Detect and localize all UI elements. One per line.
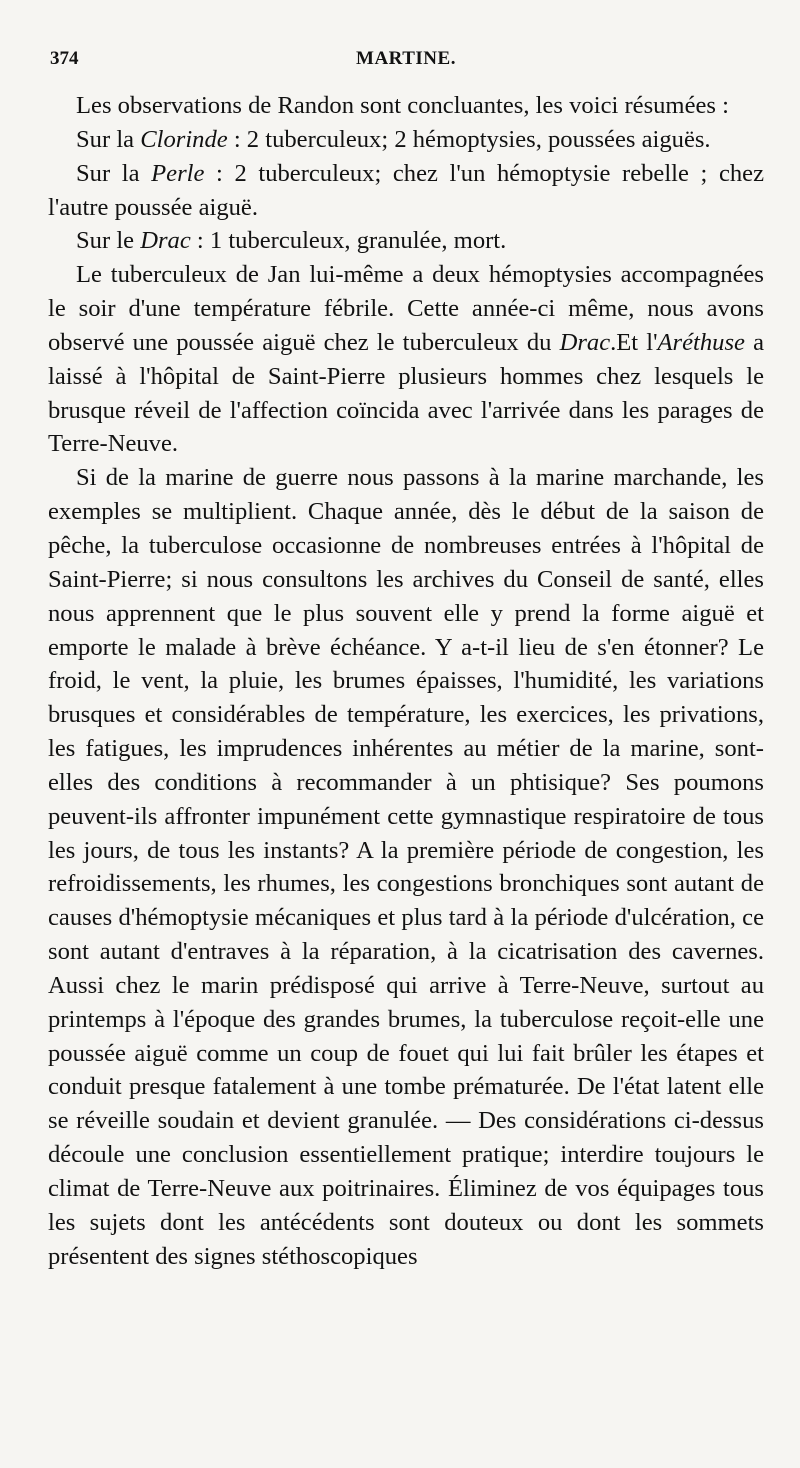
- italic-text-run: Perle: [151, 159, 205, 187]
- page-number: 374: [50, 48, 79, 69]
- text-run: Sur la: [76, 125, 141, 153]
- paragraph: [48, 123, 764, 157]
- body-text: [48, 89, 764, 1274]
- italic-text-run: Clorinde: [140, 125, 228, 153]
- paragraph: [48, 89, 764, 123]
- text-run: a laissé à l'hôpital de Saint-Pierre plusieurs hommes chez lesquels le brusque réveil de l'affection coïncida avec l'arrivée dans les parages de Terre-Neuve.: [48, 328, 764, 458]
- text-run: : 2 tuberculeux; chez l'un hémoptysie rebelle ; chez l'autre poussée aiguë.: [48, 159, 765, 221]
- text-run: Les observations de Randon sont concluantes, les voici résumées :: [76, 92, 729, 119]
- text-run: Sur la: [76, 159, 152, 187]
- italic-text-run: Aréthuse: [657, 328, 745, 356]
- running-title: MARTINE.: [356, 48, 456, 69]
- text-run: : 2 tuberculeux; 2 hémoptysies, poussées aiguës.: [227, 125, 711, 153]
- text-run: Le tuberculeux de Jan lui-même a deux hémoptysies accompagnées le soir d'une température fébrile. Cette année-ci même, nous avons observé une poussée aiguë chez le tuberculeux du: [48, 261, 764, 356]
- text-run: Sur le: [76, 227, 141, 255]
- text-run: : 1 tuberculeux, granulée, mort.: [190, 227, 507, 255]
- paragraph: [48, 224, 764, 258]
- italic-text-run: Drac: [140, 227, 191, 255]
- paragraph: [48, 461, 764, 1273]
- paragraph: [48, 258, 764, 461]
- page-header: [50, 48, 762, 78]
- paragraph: [48, 157, 764, 225]
- italic-text-run: Drac: [559, 328, 611, 356]
- text-run: Si de la marine de guerre nous passons à la marine marchande, les exemples se multiplient. Chaque année, dès le début de la saison de pêche, la tuberculose occasionne de nombreuses entrées à l'hôpital de Saint-Pierre; si nous consultons les archives du Conseil de santé, elles nous apprennent que le plus souvent elle y prend la forme aiguë et emporte le malade à brève échéance. Y a-t-il lieu de s'en étonner? Le froid, le vent, la pluie, les brumes épaisses, l'humidité, les variations brusques et considérables de température, les exercices, les privations, les fatigues, les imprudences inhérentes au métier de la marine, sont-elles des conditions à recommander à un phtisique? Ses poumons peuvent-ils affronter impunément cette gymnastique respiratoire de tous les jours, de tous les instants? A la première période de congestion, les refroidissements, les rhumes, les congestions bronchiques sont autant de causes d'hémoptysie mécaniques et plus tard à la période d'ulcération, ce sont autant d'entraves à la réparation, à la cicatrisation des cavernes. Aussi chez le marin prédisposé qui arrive à Terre-Neuve, surtout au printemps à l'époque des grandes brumes, la tuberculose reçoit-elle une poussée aiguë comme un coup de fouet qui lui fait brûler les étapes et conduit presque fatalement à une tombe prématurée. De l'état latent elle se réveille soudain et devient granulée. — Des considérations ci-dessus découle une conclusion essentiellement pratique; interdire toujours le climat de Terre-Neuve aux poitrinaires. Éliminez de vos équipages tous les sujets dont les antécédents sont douteux ou dont les sommets présentent des signes stéthoscopiques: [48, 464, 764, 1270]
- text-run: .Et l': [610, 328, 658, 356]
